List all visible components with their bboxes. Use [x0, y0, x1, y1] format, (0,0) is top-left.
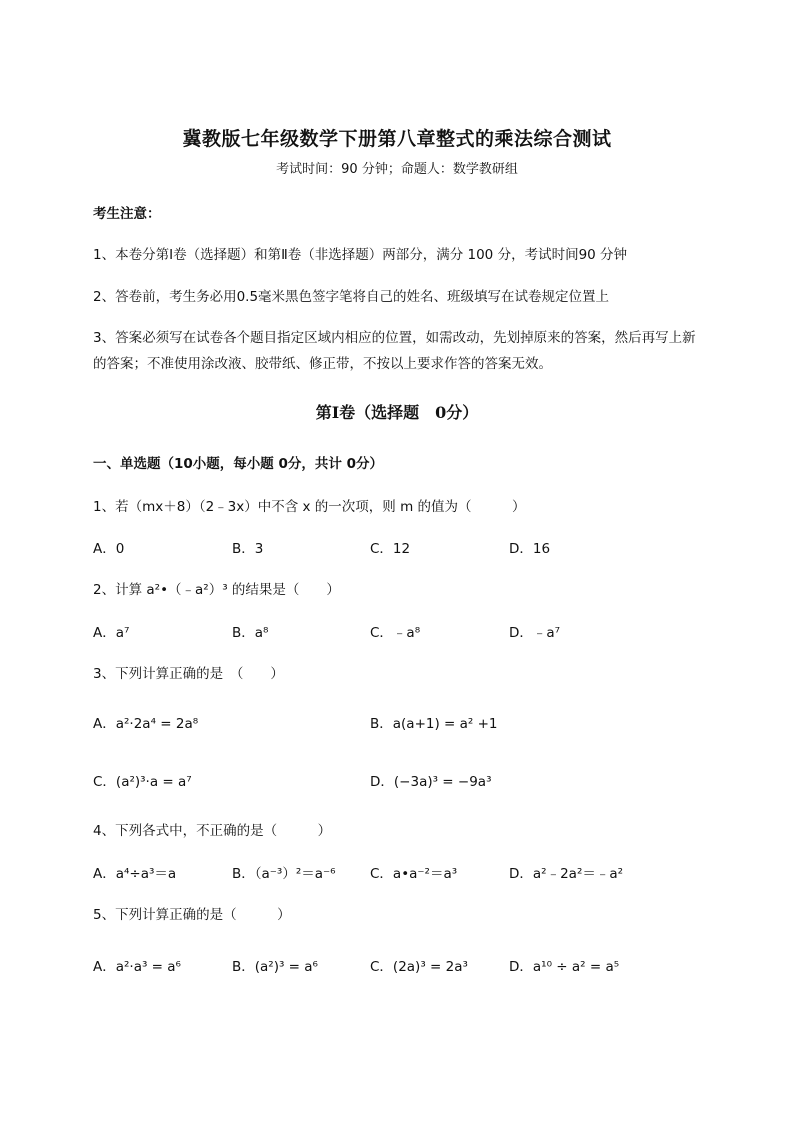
question-4-stem: 4、下列各式中，不正确的是（ ）: [93, 823, 332, 839]
question-5-option-b: B．(a²)³ = a⁶: [232, 959, 318, 975]
question-4-option-b: B．（a⁻³）²＝a⁻⁶: [232, 866, 336, 882]
notice-item-1: 1、本卷分第Ⅰ卷（选择题）和第Ⅱ卷（非选择题）两部分，满分 100 分，考试时间90 分钟: [93, 247, 628, 263]
section-title: 第Ⅰ卷（选择题 0分）: [315, 403, 479, 422]
question-3-option-b: B．a(a+1) = a² +1: [370, 716, 498, 732]
notice-item-2: 2、答卷前，考生务必用0.5毫米黑色签字笔将自己的姓名、班级填写在试卷规定位置上: [93, 289, 610, 305]
notice-heading: 考生注意：: [93, 206, 161, 222]
question-4-option-a: A．a⁴÷a³＝a: [93, 866, 177, 882]
question-3-option-d: D．(−3a)³ = −9a³: [370, 774, 492, 790]
question-2-option-a: A．a⁷: [93, 625, 130, 641]
question-5-option-d: D．a¹⁰ ÷ a² = a⁵: [509, 959, 620, 975]
question-4-option-d: D．a²﹣2a²＝﹣a²: [509, 866, 624, 882]
question-5-stem: 5、下列计算正确的是（ ）: [93, 907, 291, 923]
notice-item-3-line-2: 的答案；不准使用涂改液、胶带纸、修正带，不按以上要求作答的答案无效。: [93, 356, 552, 372]
question-1-stem: 1、若（mx＋8）（2﹣3x）中不含 x 的一次项，则 m 的值为（ ）: [93, 499, 526, 515]
question-3-option-a: A．a²·2a⁴ = 2a⁸: [93, 716, 199, 732]
question-2-stem: 2、计算 a²•（﹣a²）³ 的结果是（ ）: [93, 582, 340, 598]
question-1-option-c: C．12: [370, 541, 411, 557]
question-3-stem: 3、下列计算正确的是 （ ）: [93, 666, 284, 682]
question-5-option-a: A．a²·a³ = a⁶: [93, 959, 181, 975]
question-1-option-a: A．0: [93, 541, 125, 557]
question-2-option-b: B．a⁸: [232, 625, 269, 641]
question-1-option-b: B．3: [232, 541, 264, 557]
question-2-option-d: D．﹣a⁷: [509, 625, 561, 641]
question-4-option-c: C．a•a⁻²＝a³: [370, 866, 458, 882]
document-subtitle: 考试时间：90 分钟；命题人：数学教研组: [276, 162, 518, 177]
question-3-option-c: C．(a²)³·a = a⁷: [93, 774, 192, 790]
question-1-option-d: D．16: [509, 541, 551, 557]
document-title: 冀教版七年级数学下册第八章整式的乘法综合测试: [182, 128, 612, 150]
question-5-option-c: C．(2a)³ = 2a³: [370, 959, 468, 975]
part-heading: 一、单选题（10小题，每小题 0分，共计 0分）: [93, 456, 383, 472]
question-2-option-c: C．﹣a⁸: [370, 625, 421, 641]
notice-item-3-line-1: 3、答案必须写在试卷各个题目指定区域内相应的位置，如需改动，先划掉原来的答案，然后再写上新: [93, 330, 696, 346]
